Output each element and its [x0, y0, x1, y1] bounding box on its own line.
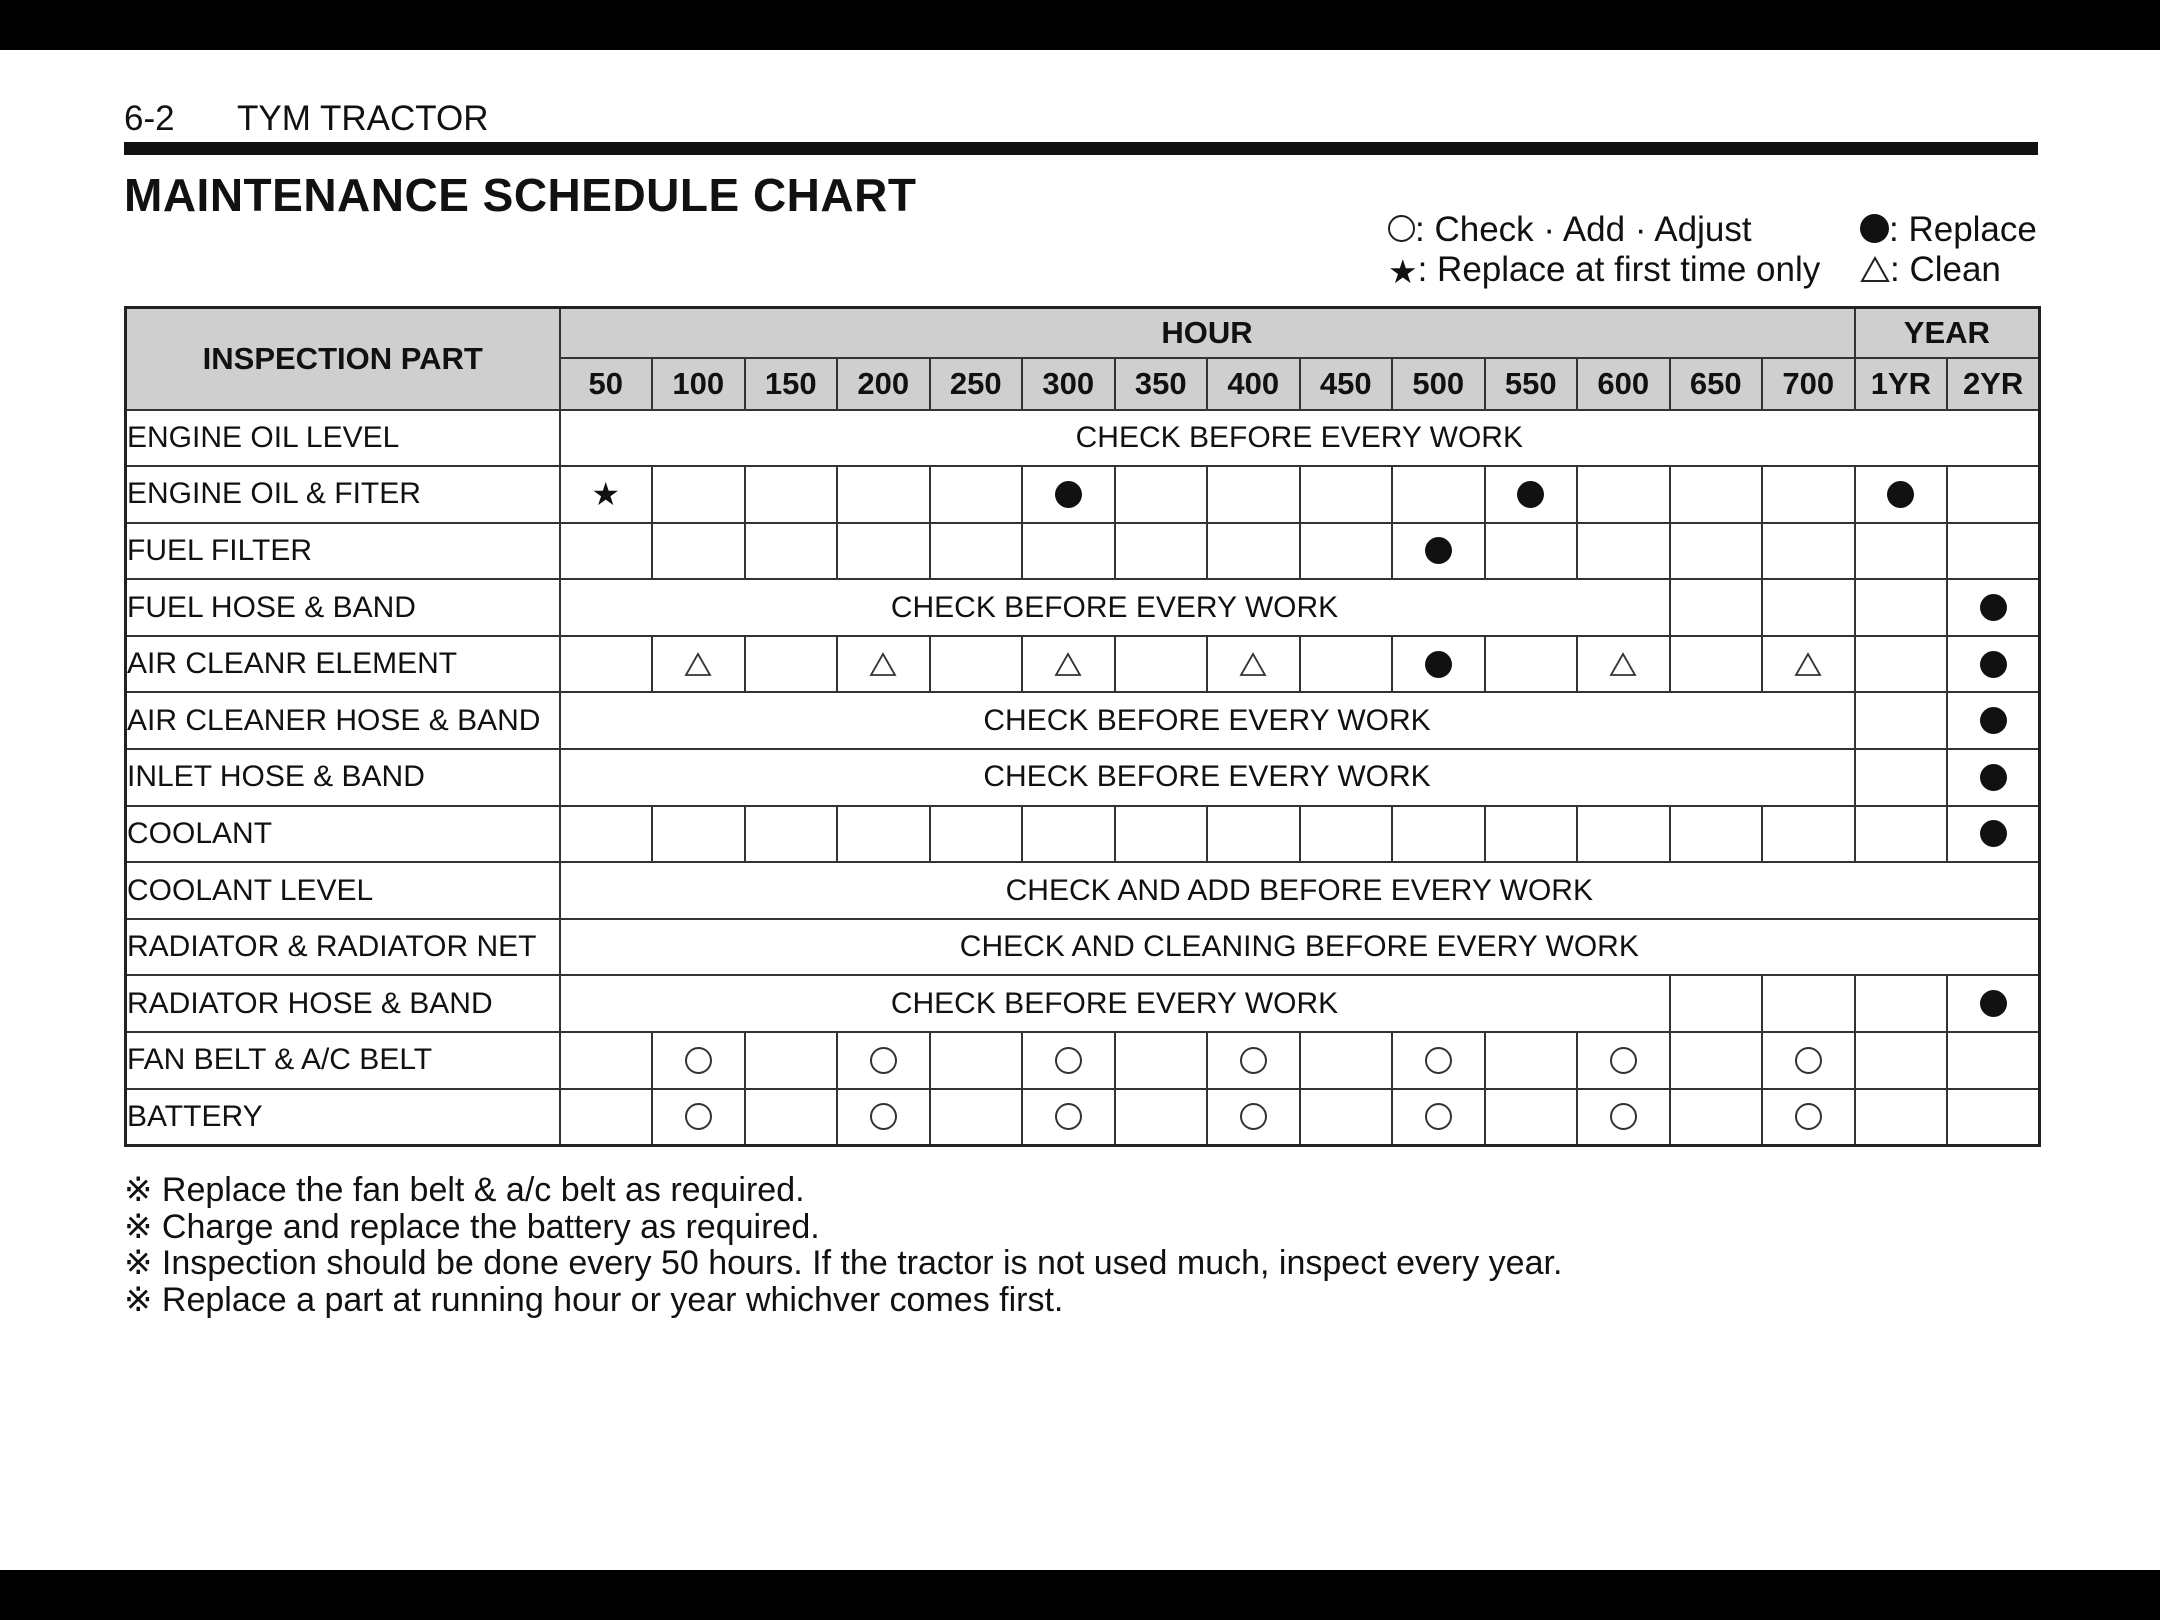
schedule-cell — [1670, 806, 1763, 863]
schedule-cell — [1947, 1032, 2040, 1089]
hour-col-600: 600 — [1577, 358, 1670, 410]
span-instruction: CHECK BEFORE EVERY WORK — [560, 579, 1670, 636]
schedule-cell — [1762, 466, 1855, 523]
schedule-cell — [1947, 749, 2040, 806]
schedule-cell — [1392, 636, 1485, 693]
schedule-cell — [1207, 806, 1300, 863]
table-row — [126, 975, 2040, 1032]
span-instruction: CHECK BEFORE EVERY WORK — [560, 975, 1670, 1032]
span-instruction: CHECK BEFORE EVERY WORK — [560, 692, 1855, 749]
schedule-cell — [1855, 636, 1948, 693]
schedule-cell — [1392, 1089, 1485, 1146]
check-circle-icon — [1425, 1047, 1452, 1074]
schedule-cell — [1670, 523, 1763, 580]
inspection-part-label: FAN BELT & A/C BELT — [126, 1032, 560, 1089]
table-row — [126, 523, 2040, 580]
schedule-cell — [1115, 636, 1208, 693]
schedule-cell — [1300, 523, 1393, 580]
inspection-part-label: RADIATOR & RADIATOR NET — [126, 919, 560, 976]
footnote: ※ Charge and replace the battery as required. — [124, 1207, 820, 1246]
schedule-cell — [930, 636, 1023, 693]
inspection-part-label: ENGINE OIL LEVEL — [126, 410, 560, 467]
check-circle-icon — [1240, 1047, 1267, 1074]
schedule-cell — [1670, 466, 1763, 523]
schedule-cell — [1670, 1089, 1763, 1146]
hour-col-700: 700 — [1762, 358, 1855, 410]
schedule-cell — [1577, 636, 1670, 693]
schedule-cell — [930, 466, 1023, 523]
hour-col-400: 400 — [1207, 358, 1300, 410]
schedule-cell — [652, 1089, 745, 1146]
check-circle-icon — [1240, 1103, 1267, 1130]
footnote: ※ Replace a part at running hour or year whichver comes first. — [124, 1280, 1064, 1319]
schedule-cell — [1300, 636, 1393, 693]
first-time-star-icon: ★ — [591, 476, 621, 513]
check-circle-icon — [685, 1103, 712, 1130]
schedule-cell — [1947, 692, 2040, 749]
table-row — [126, 862, 2040, 919]
check-circle-icon — [1610, 1103, 1637, 1130]
check-circle-icon — [1055, 1103, 1082, 1130]
schedule-cell — [1300, 1032, 1393, 1089]
hour-col-650: 650 — [1670, 358, 1763, 410]
schedule-cell — [1947, 636, 2040, 693]
schedule-cell — [1485, 1089, 1578, 1146]
table-row — [126, 1032, 2040, 1089]
schedule-cell — [1762, 523, 1855, 580]
schedule-cell — [652, 523, 745, 580]
inspection-part-label: AIR CLEANER HOSE & BAND — [126, 692, 560, 749]
triangle-icon — [1860, 256, 1890, 283]
hour-col-300: 300 — [1022, 358, 1115, 410]
schedule-cell — [1855, 975, 1948, 1032]
hour-col-350: 350 — [1115, 358, 1208, 410]
inspection-part-label: ENGINE OIL & FITER — [126, 466, 560, 523]
clean-triangle-icon — [684, 652, 712, 677]
schedule-cell — [1855, 1032, 1948, 1089]
schedule-cell — [1392, 466, 1485, 523]
schedule-cell — [930, 523, 1023, 580]
manual-page — [0, 50, 2160, 1570]
schedule-cell — [1947, 1089, 2040, 1146]
page-number: 6-2 — [124, 99, 175, 138]
footnotes — [124, 1172, 1562, 1318]
schedule-cell — [1485, 466, 1578, 523]
clean-triangle-icon — [1054, 652, 1082, 677]
replace-dot-icon — [1980, 820, 2007, 847]
hour-col-450: 450 — [1300, 358, 1393, 410]
table-row — [126, 636, 2040, 693]
schedule-cell — [837, 466, 930, 523]
schedule-cell — [1022, 523, 1115, 580]
replace-dot-icon — [1887, 481, 1914, 508]
schedule-cell — [930, 1032, 1023, 1089]
check-circle-icon — [685, 1047, 712, 1074]
table-row — [126, 410, 2040, 467]
schedule-cell — [1022, 1089, 1115, 1146]
replace-dot-icon — [1425, 651, 1452, 678]
schedule-cell — [560, 1032, 653, 1089]
table-row — [126, 579, 2040, 636]
clean-triangle-icon — [869, 652, 897, 677]
schedule-cell — [1485, 636, 1578, 693]
schedule-cell — [1022, 636, 1115, 693]
schedule-cell — [1392, 1032, 1485, 1089]
check-circle-icon — [1610, 1047, 1637, 1074]
schedule-cell — [1115, 523, 1208, 580]
schedule-cell — [1207, 636, 1300, 693]
schedule-cell — [560, 636, 653, 693]
legend-check — [1388, 210, 1752, 250]
span-instruction: CHECK BEFORE EVERY WORK — [560, 749, 1855, 806]
inspection-part-label: INLET HOSE & BAND — [126, 749, 560, 806]
hour-col-550: 550 — [1485, 358, 1578, 410]
table-row — [126, 1089, 2040, 1146]
schedule-cell — [837, 636, 930, 693]
inspection-part-label: BATTERY — [126, 1089, 560, 1146]
hour-col-250: 250 — [930, 358, 1023, 410]
hour-header: HOUR — [560, 308, 1855, 358]
legend-replace — [1860, 210, 2037, 250]
schedule-cell — [1115, 806, 1208, 863]
schedule-cell — [1855, 692, 1948, 749]
table-row — [126, 466, 2040, 523]
replace-dot-icon — [1425, 537, 1452, 564]
schedule-cell — [837, 1032, 930, 1089]
header-rule — [124, 142, 2038, 155]
schedule-cell — [1855, 749, 1948, 806]
legend-clean-label: : Clean — [1890, 250, 2001, 289]
table-row — [126, 919, 2040, 976]
filled-circle-icon — [1860, 214, 1889, 243]
replace-dot-icon — [1055, 481, 1082, 508]
schedule-cell — [1207, 466, 1300, 523]
schedule-cell — [1762, 579, 1855, 636]
schedule-cell — [1485, 523, 1578, 580]
year-col-1yr: 1YR — [1855, 358, 1948, 410]
schedule-cell — [652, 636, 745, 693]
legend-first-time — [1388, 250, 1820, 290]
schedule-cell — [560, 523, 653, 580]
check-circle-icon — [870, 1103, 897, 1130]
check-circle-icon — [1055, 1047, 1082, 1074]
schedule-cell — [1670, 579, 1763, 636]
open-circle-icon — [1388, 215, 1415, 242]
schedule-cell — [1670, 1032, 1763, 1089]
legend-first-time-label: : Replace at first time only — [1417, 250, 1821, 289]
clean-triangle-icon — [1239, 652, 1267, 677]
schedule-cell — [1577, 806, 1670, 863]
schedule-cell — [745, 806, 838, 863]
span-instruction: CHECK AND CLEANING BEFORE EVERY WORK — [560, 919, 2040, 976]
replace-dot-icon — [1980, 990, 2007, 1017]
schedule-cell — [1855, 523, 1948, 580]
schedule-cell — [652, 466, 745, 523]
footnote: ※ Inspection should be done every 50 hours. If the tractor is not used much, inspect every year. — [124, 1244, 1563, 1282]
legend-clean — [1860, 250, 2001, 290]
maintenance-table — [124, 306, 2041, 1147]
inspection-part-header: INSPECTION PART — [126, 308, 560, 410]
hour-col-500: 500 — [1392, 358, 1485, 410]
schedule-cell — [745, 1089, 838, 1146]
hour-col-100: 100 — [652, 358, 745, 410]
year-header: YEAR — [1855, 308, 2040, 358]
schedule-cell — [1207, 1032, 1300, 1089]
schedule-cell — [1485, 1032, 1578, 1089]
check-circle-icon — [1795, 1047, 1822, 1074]
schedule-cell — [745, 523, 838, 580]
footnote: ※ Replace the fan belt & a/c belt as required. — [124, 1171, 805, 1209]
schedule-cell — [930, 806, 1023, 863]
table-row — [126, 749, 2040, 806]
clean-triangle-icon — [1794, 652, 1822, 677]
schedule-cell — [1577, 523, 1670, 580]
hour-col-50: 50 — [560, 358, 653, 410]
schedule-cell — [1855, 466, 1948, 523]
schedule-cell — [1855, 1089, 1948, 1146]
check-circle-icon — [870, 1047, 897, 1074]
hour-col-200: 200 — [837, 358, 930, 410]
table-row — [126, 806, 2040, 863]
page-header — [124, 98, 489, 140]
schedule-cell — [1947, 466, 2040, 523]
replace-dot-icon — [1980, 594, 2007, 621]
star-icon: ★ — [1388, 253, 1418, 291]
schedule-cell — [745, 1032, 838, 1089]
replace-dot-icon — [1980, 707, 2007, 734]
schedule-cell — [1485, 806, 1578, 863]
schedule-cell — [560, 466, 653, 523]
schedule-cell — [1670, 636, 1763, 693]
inspection-part-label: AIR CLEANR ELEMENT — [126, 636, 560, 693]
inspection-part-label: COOLANT LEVEL — [126, 862, 560, 919]
schedule-cell — [1855, 806, 1948, 863]
inspection-part-label: FUEL FILTER — [126, 523, 560, 580]
schedule-cell — [1022, 466, 1115, 523]
section-title: TYM TRACTOR — [237, 99, 489, 138]
schedule-cell — [1207, 523, 1300, 580]
span-instruction: CHECK AND ADD BEFORE EVERY WORK — [560, 862, 2040, 919]
schedule-cell — [1207, 1089, 1300, 1146]
schedule-cell — [1855, 579, 1948, 636]
clean-triangle-icon — [1609, 652, 1637, 677]
schedule-cell — [1947, 579, 2040, 636]
schedule-cell — [1762, 636, 1855, 693]
schedule-cell — [1577, 466, 1670, 523]
schedule-cell — [1762, 975, 1855, 1032]
schedule-cell — [1577, 1032, 1670, 1089]
schedule-cell — [560, 1089, 653, 1146]
schedule-cell — [1670, 975, 1763, 1032]
schedule-cell — [1947, 975, 2040, 1032]
inspection-part-label: COOLANT — [126, 806, 560, 863]
schedule-cell — [560, 806, 653, 863]
schedule-cell — [1022, 1032, 1115, 1089]
schedule-cell — [1115, 466, 1208, 523]
schedule-cell — [652, 806, 745, 863]
schedule-cell — [1762, 1089, 1855, 1146]
schedule-cell — [1300, 806, 1393, 863]
schedule-cell — [1115, 1089, 1208, 1146]
table-row — [126, 692, 2040, 749]
schedule-cell — [745, 636, 838, 693]
schedule-cell — [1300, 1089, 1393, 1146]
schedule-cell — [930, 1089, 1023, 1146]
replace-dot-icon — [1980, 764, 2007, 791]
hour-col-150: 150 — [745, 358, 838, 410]
schedule-cell — [1947, 523, 2040, 580]
chart-title: MAINTENANCE SCHEDULE CHART — [124, 169, 917, 221]
inspection-part-label: RADIATOR HOSE & BAND — [126, 975, 560, 1032]
inspection-part-label: FUEL HOSE & BAND — [126, 579, 560, 636]
legend-check-label: : Check · Add · Adjust — [1415, 210, 1752, 249]
span-instruction: CHECK BEFORE EVERY WORK — [560, 410, 2040, 467]
schedule-cell — [1115, 1032, 1208, 1089]
check-circle-icon — [1425, 1103, 1452, 1130]
schedule-cell — [837, 1089, 930, 1146]
schedule-cell — [745, 466, 838, 523]
replace-dot-icon — [1517, 481, 1544, 508]
schedule-cell — [1762, 806, 1855, 863]
schedule-cell — [1762, 1032, 1855, 1089]
legend-replace-label: : Replace — [1889, 210, 2037, 249]
schedule-cell — [652, 1032, 745, 1089]
schedule-cell — [837, 523, 930, 580]
check-circle-icon — [1795, 1103, 1822, 1130]
replace-dot-icon — [1980, 651, 2007, 678]
schedule-cell — [1300, 466, 1393, 523]
schedule-cell — [1022, 806, 1115, 863]
schedule-cell — [1392, 806, 1485, 863]
schedule-cell — [1577, 1089, 1670, 1146]
schedule-cell — [1392, 523, 1485, 580]
schedule-cell — [837, 806, 930, 863]
schedule-cell — [1947, 806, 2040, 863]
year-col-2yr: 2YR — [1947, 358, 2040, 410]
